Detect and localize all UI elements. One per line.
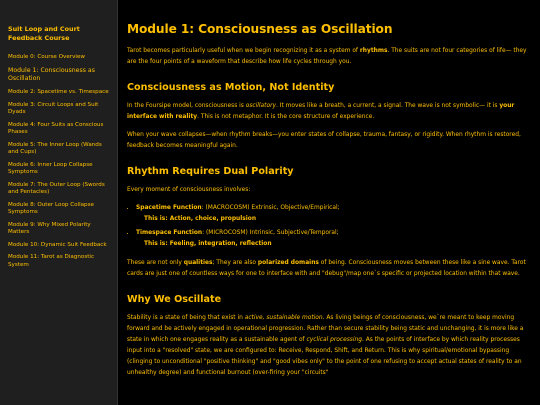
emphasis-text: polarized domains xyxy=(257,260,319,266)
section-heading-polarity: Rhythm Requires Dual Polarity xyxy=(127,166,294,177)
course-title: Suit Loop and Court Feedback Course xyxy=(8,25,80,42)
sidebar-item-module-8[interactable]: Module 8: Outer Loop Collapse Symptoms xyxy=(8,201,94,215)
text: : (MICROCOSM) Intrinsic, Subjective/Temporal; xyxy=(202,230,339,236)
text: In the Foursipe model, consciousness is xyxy=(127,103,246,109)
text: : (MACROCOSM) Extrinsic, Objective/Empirical; xyxy=(201,205,340,211)
text: ; They are also xyxy=(212,260,258,266)
text: of being. Consciousness moves between these like a sine wave. Tarot cards are just one of countless ways for one to interface with and "debug"/map one`s specific or projected location within that wave. xyxy=(127,260,526,277)
emphasis-text: This is: Action, choice, propulsion xyxy=(144,216,257,222)
text: Tarot becomes particularly useful when we begin recognizing it as a system of xyxy=(127,48,360,54)
page-title: Module 1: Consciousness as Oscillation xyxy=(127,22,393,36)
emphasis-text: qualities xyxy=(183,260,213,266)
sidebar-item-module-10[interactable]: Module 10: Dynamic Suit Feedback xyxy=(8,241,107,248)
sidebar-item-module-4[interactable]: Module 4: Four Suits as Conscious Phases xyxy=(8,121,104,135)
paragraph xyxy=(127,101,530,123)
sidebar-item-module-7[interactable]: Module 7: The Outer Loop (Swords and Pentacles) xyxy=(8,181,105,195)
text: . This is not metaphor. It is the core structure of experience. xyxy=(197,114,375,120)
text: These are not only xyxy=(127,260,184,266)
paragraph xyxy=(127,313,530,379)
term: Spacetime Function xyxy=(136,205,202,211)
this-is-line xyxy=(136,214,530,225)
italic-text: oscillatory xyxy=(245,103,276,109)
text: . As living beings of consciousness, we`re meant to keep moving forward and be actively engaged in operational progression. Rather than secure stability being static and unchanging, it is more like a state in which one engages reality as a sustainable agent of xyxy=(127,315,524,343)
sidebar xyxy=(0,0,118,405)
text: . As the points of interface by which reality processes input into a "resolved" state, we are configured to: Receive, Respond, Shift, and Return. This is why spiritual/emotional bypassing (clinging to unconditional "positive thinking" and "good vibes only" to the point of one refusing to accept actual states of reality to an unhealthy degree) and functional burnout (over-firing your "circuits" xyxy=(127,337,522,376)
sidebar-item-module-5[interactable]: Module 5: The Inner Loop (Wands and Cups) xyxy=(8,141,102,155)
main-content xyxy=(127,0,540,386)
term: Timespace Function xyxy=(136,230,203,236)
italic-text: active, sustainable motion xyxy=(244,315,323,321)
this-is-line xyxy=(136,239,530,250)
text: . It moves like a breath, a current, a signal. The wave is not symbolic— it is xyxy=(276,103,500,109)
sidebar-item-module-0[interactable]: Module 0: Course Overview xyxy=(8,54,85,60)
emphasis-text: rhythms xyxy=(359,48,388,54)
italic-text: cyclical processing xyxy=(306,337,362,343)
paragraph xyxy=(127,258,530,280)
paragraph: When your wave collapses—when rhythm breaks—you enter states of collapse, trauma, fantasy, or rigidity. When rhythm is restored, feedback becomes meaningful again. xyxy=(127,132,521,149)
list-item xyxy=(136,203,530,225)
sidebar-item-module-1[interactable]: Module 1: Consciousness as Oscillation xyxy=(8,66,95,83)
paragraph: Every moment of consciousness involves: xyxy=(127,187,251,193)
intro-paragraph xyxy=(127,46,530,68)
section-heading-oscillate: Why We Oscillate xyxy=(127,294,222,305)
list-item xyxy=(136,228,530,250)
emphasis-text: This is: Feeling, integration, reflection xyxy=(144,241,272,247)
sidebar-item-module-9[interactable]: Module 9: Why Mixed Polarity Matters xyxy=(8,221,91,235)
sidebar-item-module-2[interactable]: Module 2: Spacetime vs. Timespace xyxy=(8,88,109,95)
polarity-list xyxy=(127,203,530,250)
text: . The suits are not four categories of life— they are the four points of a waveform that describe how life cycles through you. xyxy=(127,48,527,65)
sidebar-item-module-6[interactable]: Module 6: Inner Loop Collapse Symptoms xyxy=(8,161,93,175)
section-heading-motion: Consciousness as Motion, Not Identity xyxy=(127,82,335,93)
sidebar-item-module-3[interactable]: Module 3: Circuit Loops and Suit Dyads xyxy=(8,101,99,115)
emphasis-text: your interface with reality xyxy=(127,103,515,120)
sidebar-item-module-11[interactable]: Module 11: Tarot as Diagnostic System xyxy=(8,254,95,268)
text: Stability is a state of being that exist in xyxy=(127,315,245,321)
